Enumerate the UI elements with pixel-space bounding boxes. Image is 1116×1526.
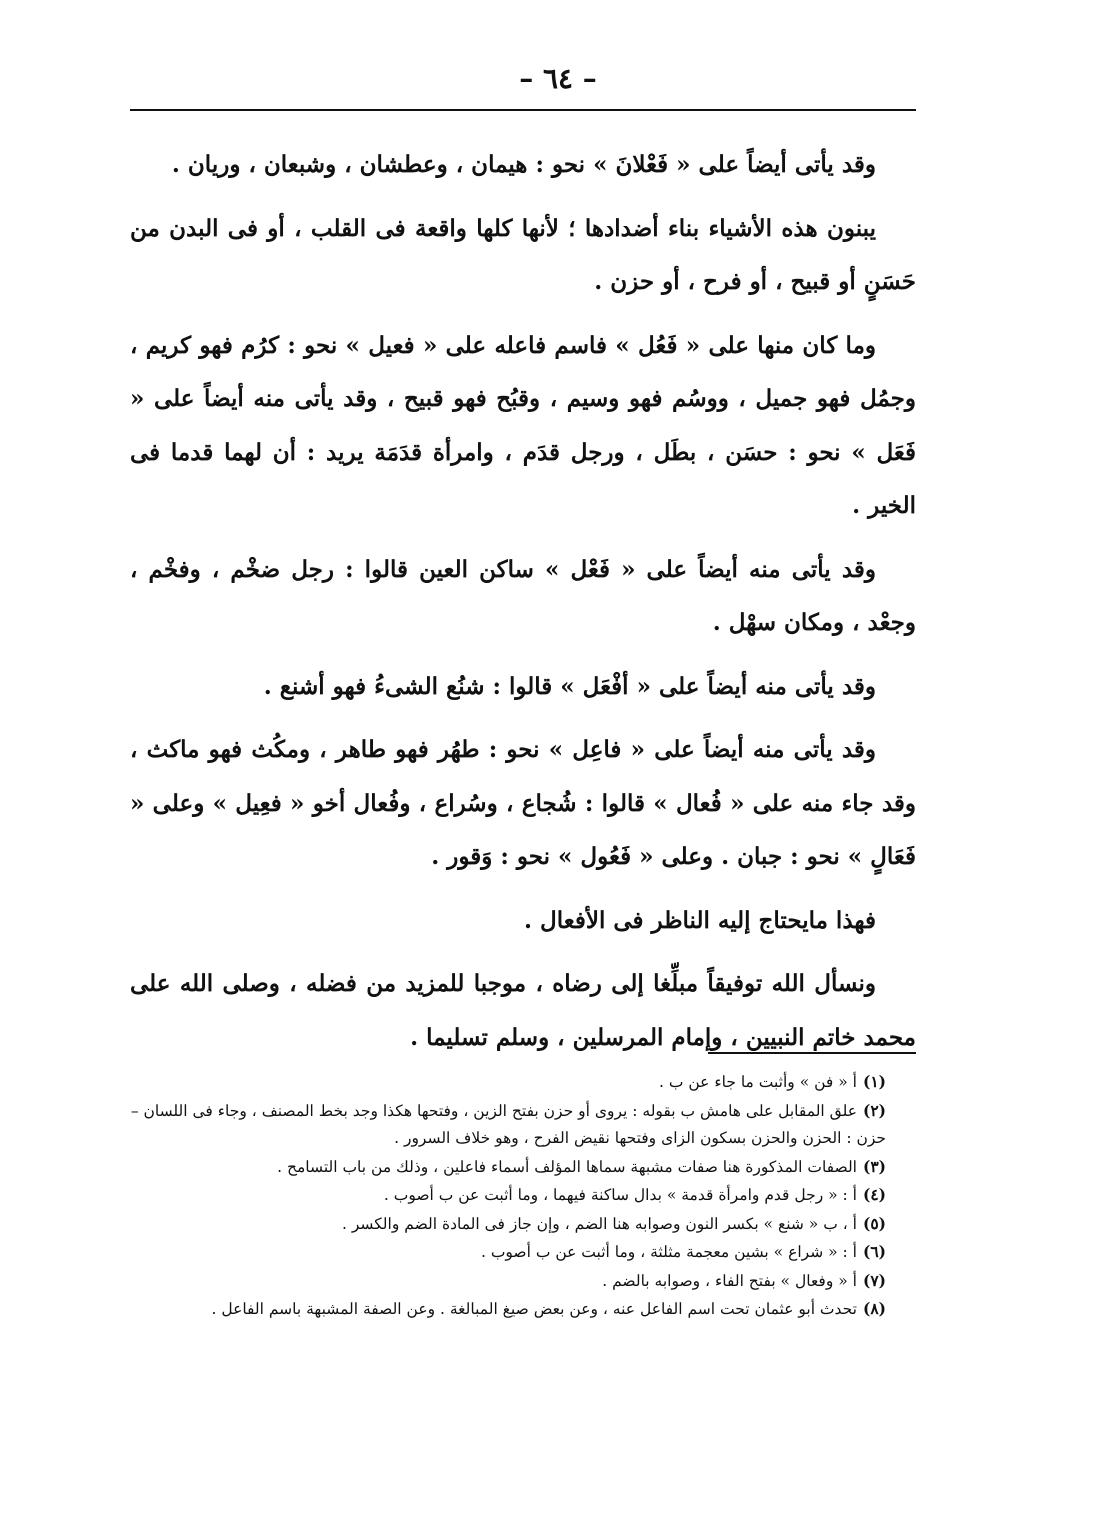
footnote <box>130 1068 886 1097</box>
footnote-marker: (١) <box>862 1072 886 1091</box>
footnote-marker: (٨) <box>862 1299 886 1318</box>
paragraph: وما كان منها على « فَعُل » فاسم فاعله على « فعيل » نحو : كرُم فهو كريم ، وجمُل فهو جميل ، ووسُم فهو وسيم ، وقبُح فهو قبيح ، وقد يأتى منه أيضاً على « فَعَل » نحو : حسَن ، بطَل ، ورجل قدَم ، وامرأة قدَمَة يريد : أن لهما قدما فى الخير . <box>130 331 916 519</box>
footnote-marker: (٦) <box>862 1242 886 1261</box>
footnote <box>130 1153 886 1182</box>
footnote-text: علق المقابل على هامش ب بقوله : يروى أو حزن بفتح الزين ، وفتحها هكذا وجد بخط المصنف ، وجاء فى اللسان – حزن : الحزن والحزن بسكون الزاى وفتحها نقيض الفرح ، وهو خلاف السرور . <box>130 1101 886 1147</box>
footnote-rule <box>708 1052 916 1054</box>
footnote-text: أ « وفعال » بفتح الفاء ، وصوابه بالضم . <box>602 1271 857 1290</box>
footnote-text: أ « فن » وأثبت ما جاء عن ب . <box>658 1073 857 1091</box>
paragraph: ونسأل الله توفيقاً مبلِّغا إلى رضاه ، موجبا للمزيد من فضله ، وصلى الله على محمد خاتم النبيين ، وإمام المرسلين ، وسلم تسليما . <box>130 970 916 1051</box>
footnote <box>130 1238 886 1267</box>
footnote <box>130 1097 886 1153</box>
footnote <box>130 1267 886 1296</box>
paragraph: يبنون هذه الأشياء بناء أضدادها ؛ لأنها كلها واقعة فى القلب ، أو فى البدن من حَسَنٍ أو قبيح ، أو فرح ، أو حزن . <box>130 214 916 295</box>
footnote <box>130 1181 886 1210</box>
footnote-text: تحدث أبو عثمان تحت اسم الفاعل عنه ، وعن بعض صيغ المبالغة . وعن الصفة المشبهة باسم الفاعل . <box>211 1300 857 1318</box>
footnote-marker: (٥) <box>862 1213 886 1233</box>
paragraph: فهذا مايحتاج إليه الناظر فى الأفعال . <box>524 906 876 934</box>
paragraph: وقد يأتى منه أيضاً على « أفْعَل » قالوا : شنُع الشىءُ فهو أشنع . <box>263 672 876 700</box>
footnote-text: الصفات المذكورة هنا صفات مشبهة سماها المؤلف أسماء فاعلين ، وذلك من باب التسامح . <box>277 1157 857 1176</box>
footnote-text: أ ، ب « شنع » بكسر النون وصوابه هنا الضم ، وإن جاز فى المادة الضم والكسر . <box>342 1214 857 1233</box>
footnote-marker: (٧) <box>862 1270 886 1290</box>
footnote-text: أ : « رجل قدم وامرأة قدمة » بدال ساكنة فيهما ، وما أثبت عن ب أصوب . <box>383 1186 857 1204</box>
footnote <box>130 1210 886 1239</box>
footnote-text: أ : « شراع » بشين معجمة مثلثة ، وما أثبت عن ب أصوب . <box>480 1243 857 1261</box>
footnote-marker: (٣) <box>862 1156 886 1176</box>
main-text <box>130 138 916 1074</box>
footnote <box>130 1295 886 1324</box>
paragraph: وقد يأتى منه أيضاً على « فاعِل » نحو : طهُر فهو طاهر ، ومكُث فهو ماكث ، وقد جاء منه على « فُعال » قالوا : شُجاع ، وسُراع ، وفُعال أخو « فعِيل » وعلى « فَعَالٍ » نحو : جبان . وعلى « فَعُول » نحو : وَقور . <box>130 736 916 870</box>
header-rule <box>130 109 916 111</box>
page-number: – ٦٤ – <box>519 62 597 95</box>
paragraph: وقد يأتى أيضاً على « فَعْلانَ » نحو : هيمان ، وعطشان ، وشبعان ، وريان . <box>171 151 876 178</box>
paragraph: وقد يأتى منه أيضاً على « فَعْل » ساكن العين قالوا : رجل ضخْم ، وفخْم ، وجعْد ، ومكان سهْل . <box>130 555 916 636</box>
footnote-marker: (٢) <box>862 1100 886 1120</box>
footnotes <box>130 1068 886 1324</box>
footnote-marker: (٤) <box>862 1185 886 1204</box>
